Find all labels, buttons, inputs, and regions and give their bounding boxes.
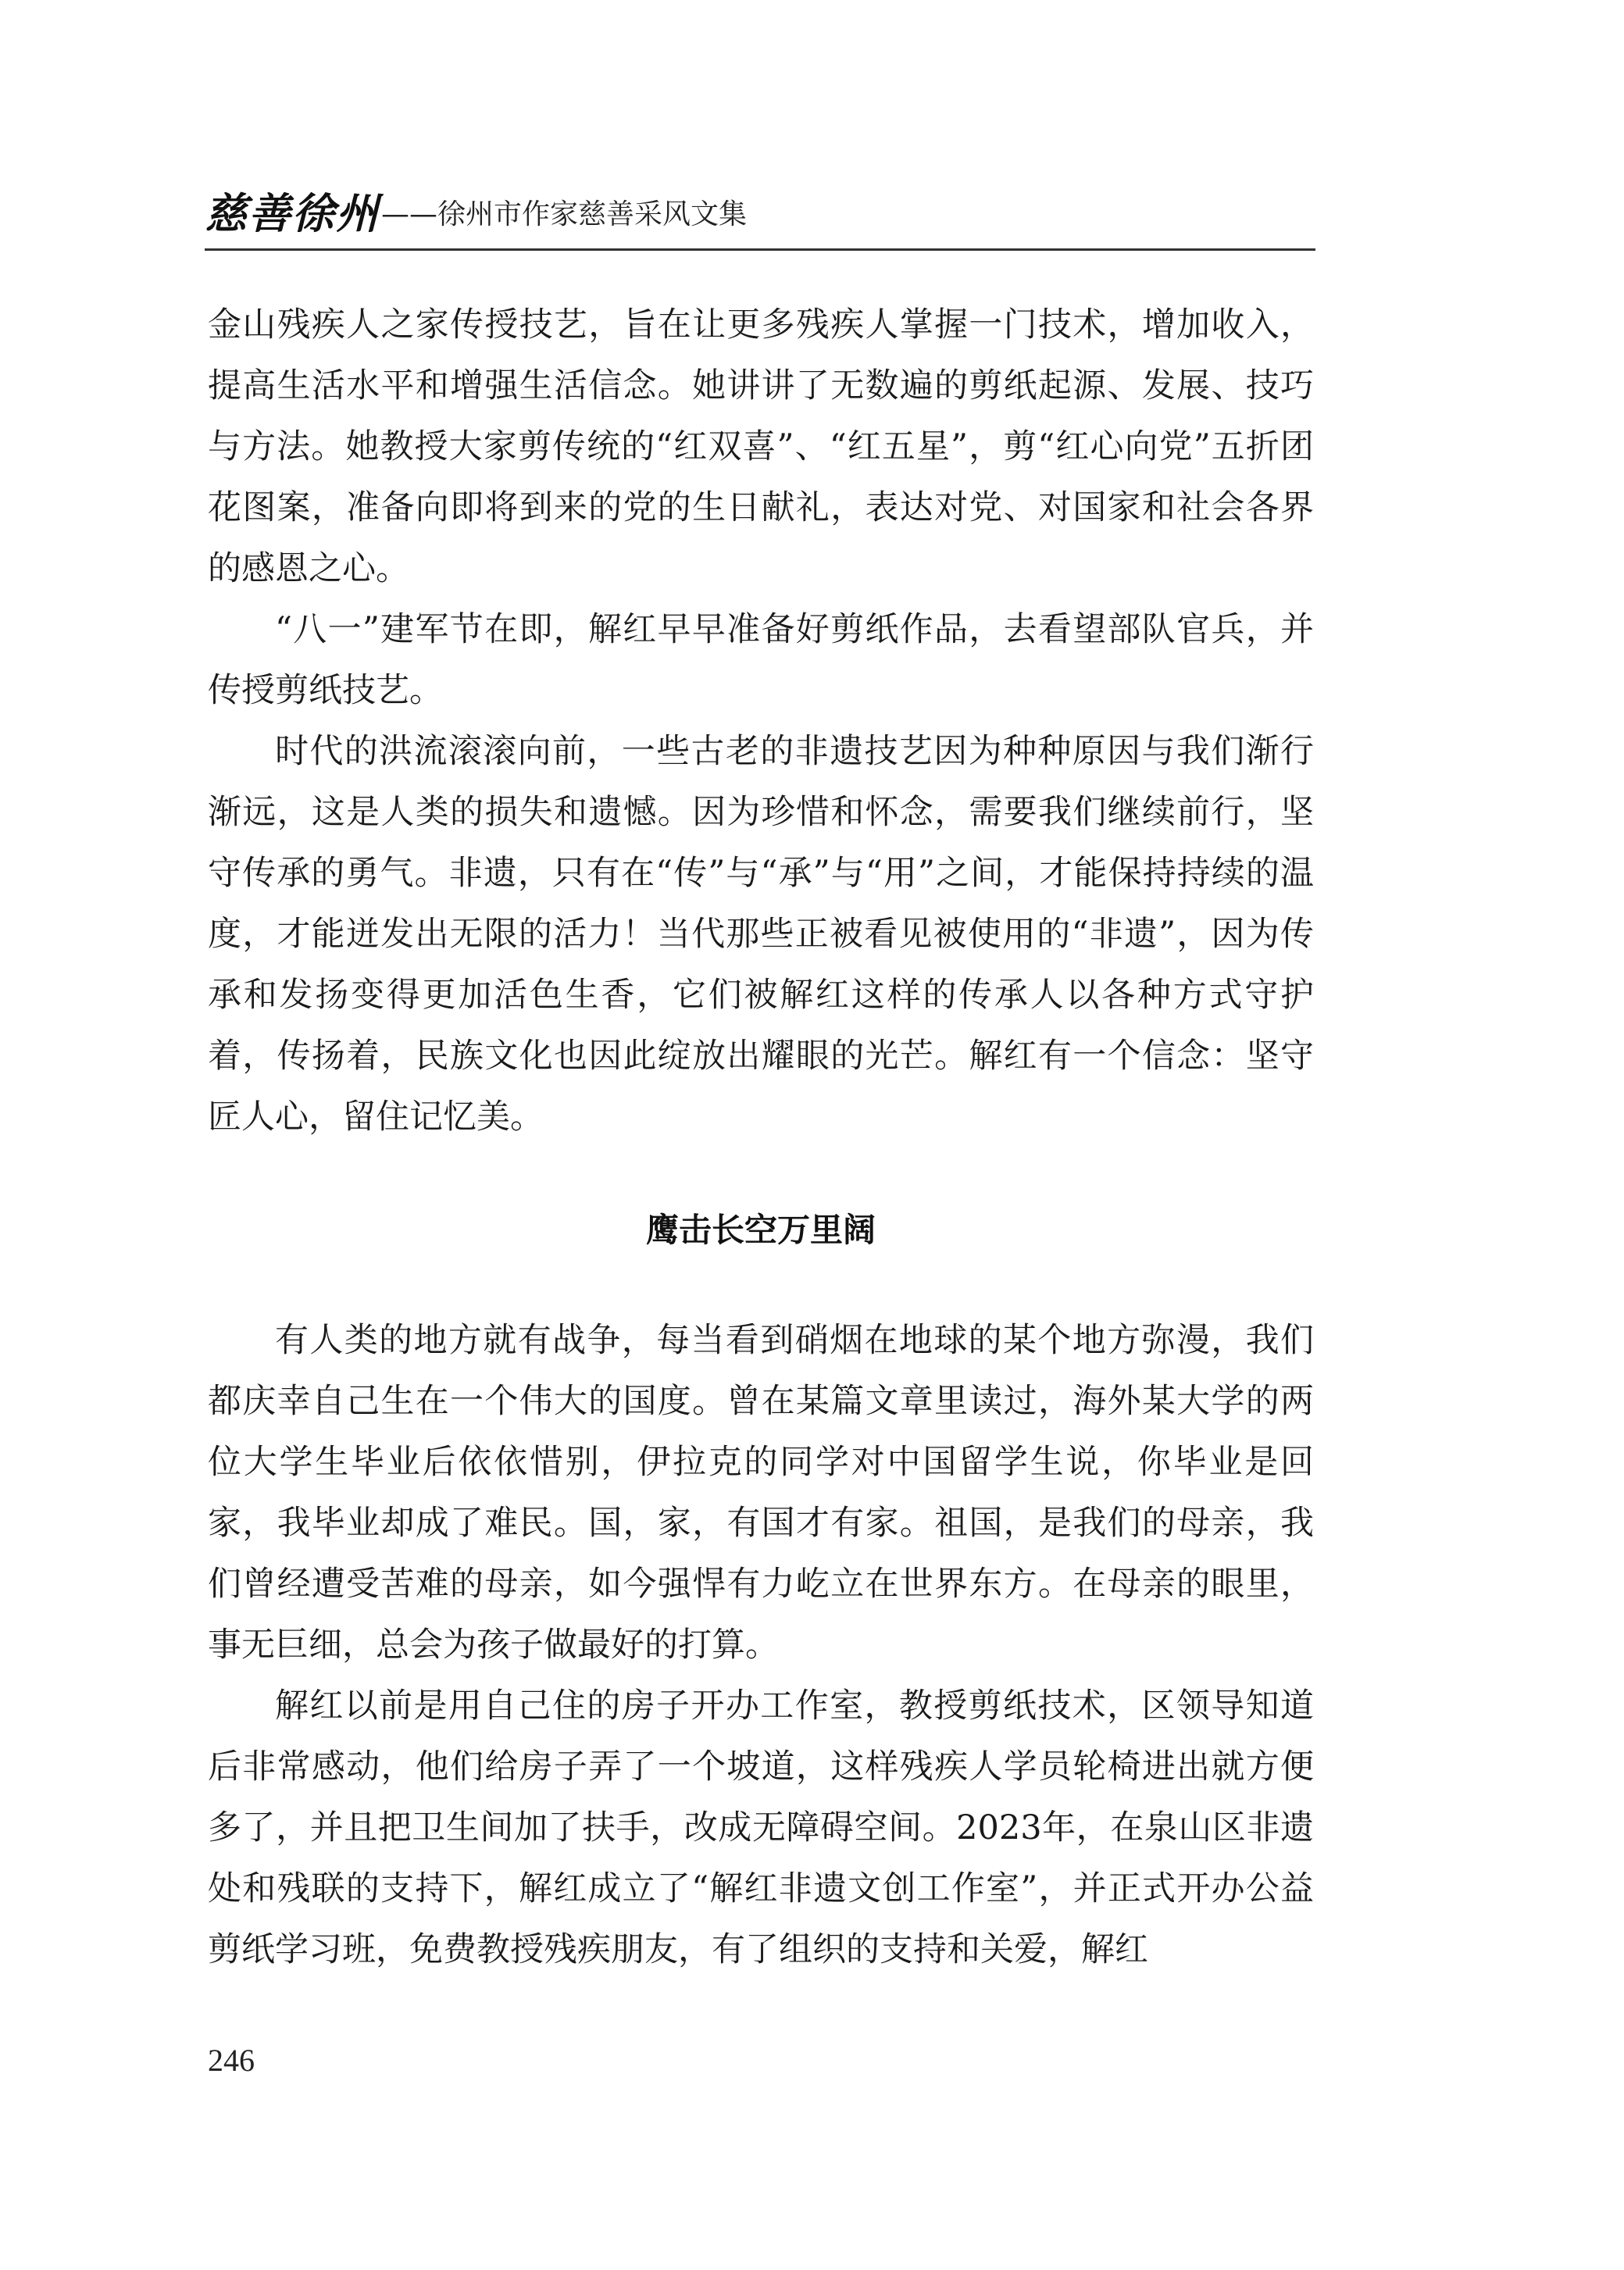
paragraph: “八一”建军节在即，解红早早准备好剪纸作品，去看望部队官兵，并传授剪纸技艺。 xyxy=(208,610,1314,710)
page-number: 246 xyxy=(208,2043,255,2078)
paragraph: 有人类的地方就有战争，每当看到硝烟在地球的某个地方弥漫，我们都庆幸自己生在一个伟大的国度。曾在某篇文章里读过，海外某大学的两位大学生毕业后依依惜别，伊拉克的同学对中国留学生说，你毕业是回家，我毕业却成了难民。国，家，有国才有家。祖国，是我们的母亲，我们曾经遭受苦难的母亲，如今强悍有力屹立在世界东方。在母亲的眼里，事无巨细，总会为孩子做最好的打算。 xyxy=(208,1321,1314,1665)
paragraph-continued: 金山残疾人之家传授技艺，旨在让更多残疾人掌握一门技术，增加收入，提高生活水平和增强生活信念。她讲讲了无数遍的剪纸起源、发展、技巧与方法。她教授大家剪传统的“红双喜”、“红五星”，剪“红心向党”五折团花图案，准备向即将到来的党的生日献礼，表达对党、对国家和社会各界的感恩之心。 xyxy=(208,305,1314,588)
book-subtitle: ——徐州市作家慈善采风文集 xyxy=(381,198,748,230)
paragraph: 时代的洪流滚滚向前，一些古老的非遗技艺因为种种原因与我们渐行渐远，这是人类的损失和遗憾。因为珍惜和怀念，需要我们继续前行，坚守传承的勇气。非遗，只有在“传”与“承”与“用”之间，才能保持持续的温度，才能迸发出无限的活力！当代那些正被看见被使用的“非遗”，因为传承和发扬变得更加活色生香，它们被解红这样的传承人以各种方式守护着，传扬着，民族文化也因此绽放出耀眼的光芒。解红有一个信念：坚守匠人心，留住记忆美。 xyxy=(208,732,1314,1137)
section-title: 鹰击长空万里阔 xyxy=(645,1211,876,1249)
book-logo: 慈善徐州 xyxy=(205,188,380,238)
paragraph: 解红以前是用自己住的房子开办工作室，教授剪纸技术，区领导知道后非常感动，他们给房子弄了一个坡道，这样残疾人学员轮椅进出就方便多了，并且把卫生间加了扶手，改成无障碍空间。2023年，在泉山区非遗处和残联的支持下，解红成立了“解红非遗文创工作室”，并正式开办公益剪纸学习班，免费教授残疾朋友，有了组织的支持和关爱，解红 xyxy=(208,1686,1314,1969)
running-header xyxy=(205,186,1315,250)
header-divider xyxy=(205,248,1315,251)
article-body-bottom xyxy=(208,1310,1314,1980)
article-body-top xyxy=(208,294,1314,1147)
